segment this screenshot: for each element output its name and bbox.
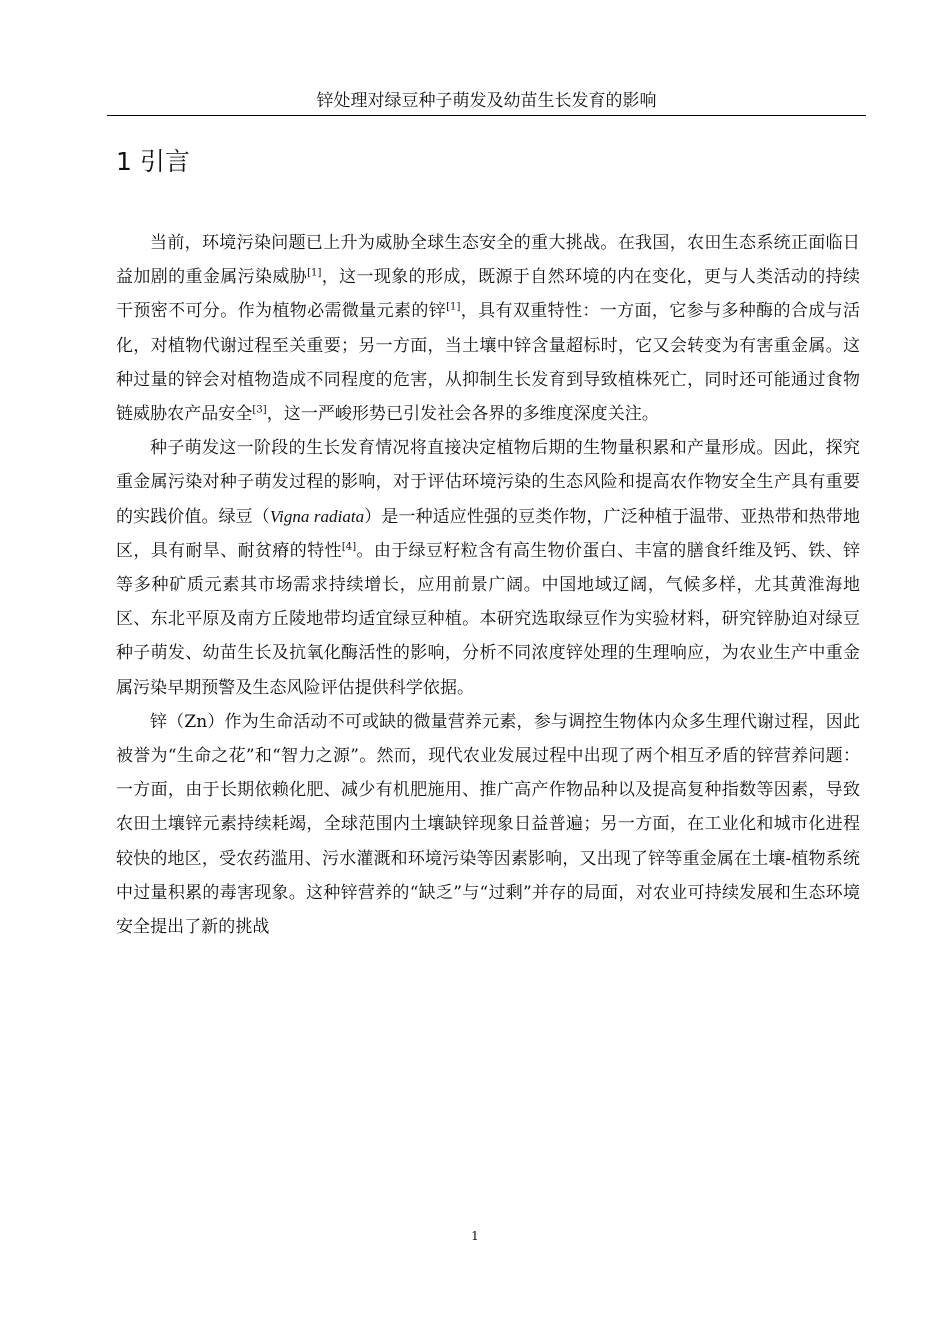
paragraph-3 (116, 705, 860, 944)
citation-ref: [3] (252, 404, 267, 416)
page-number: 1 (471, 1229, 479, 1243)
paragraph-2-text-2: ）是一种适应性强的豆类作物，广泛种植于温带、亚热带和热带地区，具有耐旱、耐贫瘠的特性 (116, 506, 861, 561)
paragraph-1-text-2: ，这一现象的形成，既源于自然环境的内在变化，更与人类活动的持续干预密不可分。作为植物必需微量元素的锌 (116, 267, 860, 322)
paragraph-1-text-4: ，这一严峻形势已引发社会各界的多维度深度关注。 (266, 404, 659, 425)
body-text (116, 226, 860, 944)
paragraph-1-text-1: 当前，环境污染问题已上升为威胁全球生态安全的重大挑战。在我国，农田生态系统正面临日益加剧的重金属污染威胁 (116, 233, 860, 288)
header-rule (107, 115, 866, 116)
citation-ref: [1] (307, 267, 322, 279)
citation-ref: [4] (341, 541, 357, 553)
paragraph-1 (116, 226, 860, 431)
paragraph-2-text-1: 种子萌发这一阶段的生长发育情况将直接决定植物后期的生物量积累和产量形成。因此，探究重金属污染对种子萌发过程的影响，对于评估环境污染的生态风险和提高农作物安全生产具有重要的实践价值。绿豆（ (116, 438, 860, 527)
paragraph-3-text-1: 锌（Zn）作为生命活动不可或缺的微量营养元素，参与调控生物体内众多生理代谢过程，因此被誉为“生命之花”和“智力之源”。然而，现代农业发展过程中出现了两个相互矛盾的锌营养问题：一方面，由于长期依赖化肥、减少有机肥施用、推广高产作物品种以及提高复种指数等因素，导致农田土壤锌元素持续耗竭，全球范围内土壤缺锌现象日益普遍；另一方面，在工业化和城市化进程较快的地区，受农药滥用、污水灌溉和环境污染等因素影响，又出现了锌等重金属在土壤-植物系统中过量积累的毒害现象。这种锌营养的“缺乏”与“过剩”并存的局面，对农业可持续发展和生态环境安全提出了新的挑战 (116, 711, 860, 938)
running-header: 锌处理对绿豆种子萌发及幼苗生长发育的影响 (316, 91, 657, 111)
citation-ref: [1] (446, 301, 461, 313)
latin-species-name: Vigna radiata (269, 506, 365, 526)
paragraph-2 (116, 431, 860, 705)
paragraph-2-text-3: 。由于绿豆籽粒含有高生物价蛋白、丰富的膳食纤维及钙、铁、锌等多种矿质元素其市场需求持续增长，应用前景广阔。中国地域辽阔，气候多样，尤其黄淮海地区、东北平原及南方丘陵地带均适宜绿豆种植。本研究选取绿豆作为实验材料，研究锌胁迫对绿豆种子萌发、幼苗生长及抗氧化酶活性的影响，分析不同浓度锌处理的生理响应，为农业生产中重金属污染早期预警及生态风险评估提供科学依据。 (116, 540, 861, 698)
section-title: 1 引言 (116, 147, 190, 176)
paragraph-1-text-3: ，具有双重特性：一方面，它参与多种酶的合成与活化，对植物代谢过程至关重要；另一方面，当土壤中锌含量超标时，它又会转变为有害重金属。这种过量的锌会对植物造成不同程度的危害，从抑制生长发育到导致植株死亡，同时还可能通过食物链威胁农产品安全 (116, 301, 860, 425)
